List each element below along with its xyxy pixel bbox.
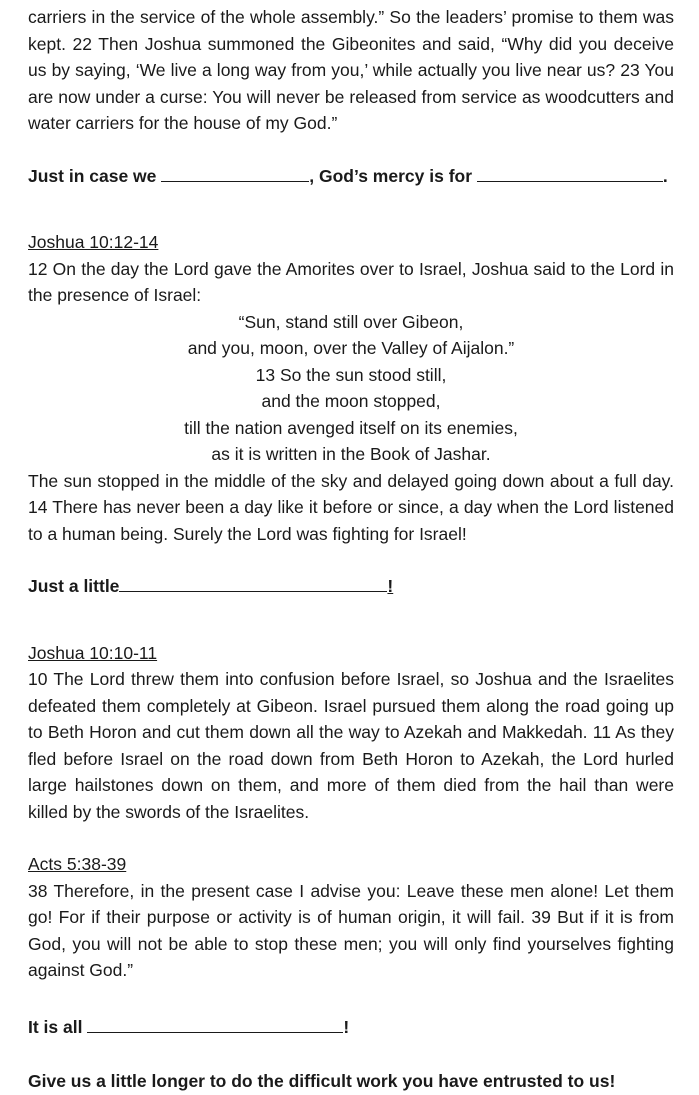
poem-line: as it is written in the Book of Jashar. xyxy=(211,444,491,464)
fill-in-1-blank-a[interactable] xyxy=(161,163,309,182)
section-heading-acts-5-38: Acts 5:38-39 xyxy=(28,854,127,874)
fill-in-1-text-a: Just in case we xyxy=(28,165,157,186)
fill-in-line-1 xyxy=(28,163,674,190)
section-heading-joshua-10-12: Joshua 10:12-14 xyxy=(28,232,159,252)
section-1-lead: 12 On the day the Lord gave the Amorites over to Israel, Joshua said to the Lord in the presence of Israel: xyxy=(28,258,674,305)
fill-in-line-3 xyxy=(28,1014,674,1041)
poem-line: 13 So the sun stood still, xyxy=(255,364,447,385)
fill-in-2-text-b: ! xyxy=(387,576,394,596)
fill-in-3-blank[interactable] xyxy=(87,1014,343,1033)
section-3-paragraph: 38 Therefore, in the present case I advise you: Leave these men alone! Let them go! For if their purpose or activity is of human origin, it will fail. 39 But if it is from God, you will not be able to stop these men; you will only find yourselves fighting against God.” xyxy=(28,880,674,980)
poem-line: and you, moon, over the Valley of Aijalon.” xyxy=(187,338,515,358)
fill-in-1-blank-b[interactable] xyxy=(477,163,663,182)
closing-statement: Give us a little longer to do the difficult work you have entrusted to us! xyxy=(28,1071,616,1091)
poem-line: and the moon stopped, xyxy=(261,391,441,411)
poem-line: till the nation avenged itself on its enemies, xyxy=(184,417,518,438)
section-heading-joshua-10-10: Joshua 10:10-11 xyxy=(28,642,158,663)
fill-in-3-text-b: ! xyxy=(343,1016,350,1037)
fill-in-1-text-c: . xyxy=(662,165,668,186)
fill-in-3-text-a: It is all xyxy=(28,1016,83,1037)
fill-in-2-text-a: Just a little xyxy=(28,576,120,596)
document-page xyxy=(28,4,674,1095)
fill-in-2-blank[interactable] xyxy=(119,573,387,592)
intro-paragraph: carriers in the service of the whole assembly.” So the leaders’ promise to them was kept. 22 Then Joshua summoned the Gibeonites and said, “Why did you deceive us by saying, ‘We live a long way from you,’ while actually you live near us? 23 You are now under a curse: You will never be released from service as woodcutters and water carriers for the house of my God.” xyxy=(28,7,674,133)
section-2-paragraph: 10 The Lord threw them into confusion before Israel, so Joshua and the Israelites defeated them completely at Gibeon. Israel pursued them along the road going up to Beth Horon and cut them down all the way to Azekah and Makkedah. 11 As they fled before Israel on the road down from Beth Horon to Azekah, the Lord hurled large hailstones down on them, and more of them died from the hail than were killed by the swords of the Israelites. xyxy=(28,669,674,822)
fill-in-line-2 xyxy=(28,573,674,600)
fill-in-1-text-b: , God’s mercy is for xyxy=(309,165,473,186)
section-1-poem xyxy=(28,309,674,468)
section-1-tail: The sun stopped in the middle of the sky and delayed going down about a full day. 14 There has never been a day like it before or since, a day when the Lord listened to a human being. Surely the Lord was fighting for Israel! xyxy=(28,470,674,544)
poem-line: “Sun, stand still over Gibeon, xyxy=(238,311,464,332)
